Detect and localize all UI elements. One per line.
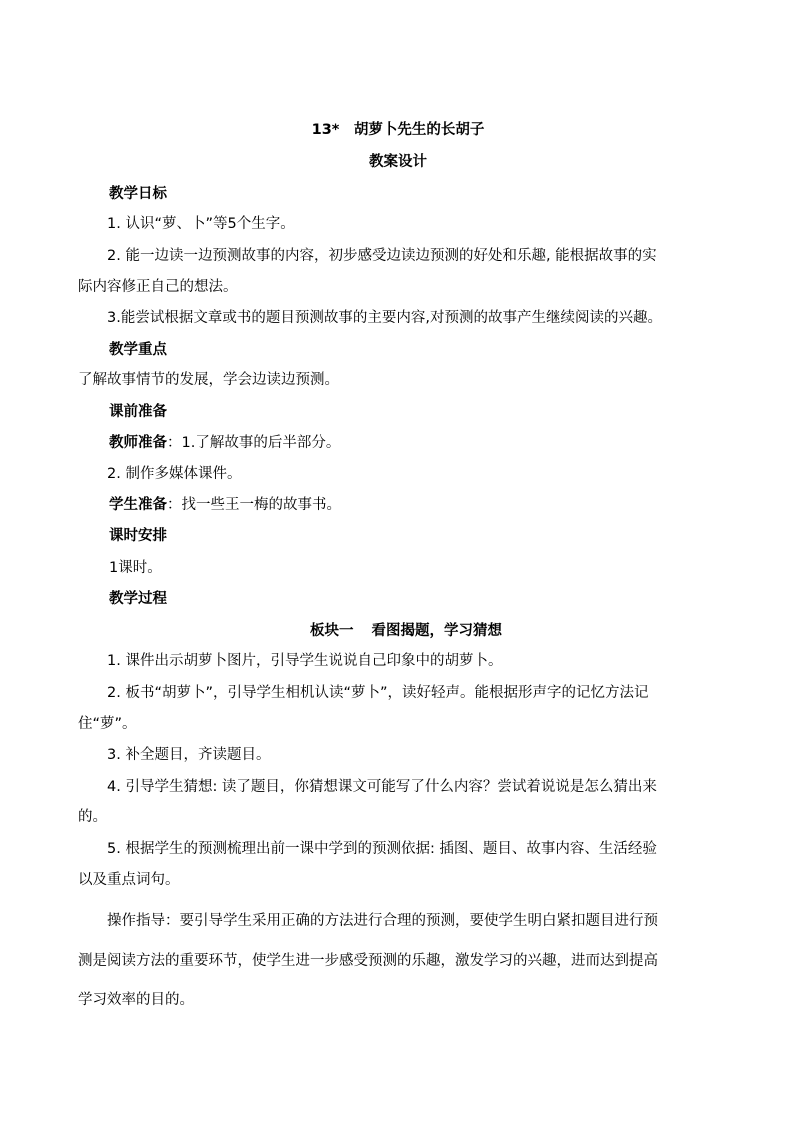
step-5-line1: 5. 根据学生的预测梳理出前一课中学到的预测依据: 插图、题目、故事内容、生活经验 (107, 841, 657, 857)
key-points-heading: 教学重点 (109, 342, 167, 358)
step-2-line1: 2. 板书“胡萝卜”，引导学生相机认读“萝卜”，读好轻声。能根据形声字的记忆方法记 (107, 685, 649, 701)
objectives-heading: 教学日标 (109, 186, 167, 202)
student-prep (78, 495, 749, 515)
lesson-title: 13* 胡萝卜先生的长胡子 (311, 122, 485, 138)
guidance-line3: 学习效率的目的。 (78, 992, 194, 1008)
key-points-text: 了解故事情节的发展，学会边读边预测。 (78, 372, 339, 388)
teacher-prep (78, 433, 749, 453)
objective-1: 1. 认识“萝、卜”等5个生字。 (107, 216, 295, 232)
step-3: 3. 补全题目，齐读题目。 (107, 747, 271, 763)
student-prep-text: ：找一些王一梅的故事书。 (167, 497, 341, 513)
lesson-subtitle: 教案设计 (369, 154, 427, 170)
preparation-heading: 课前准备 (109, 404, 167, 420)
guidance-line1: 操作指导：要引导学生采用正确的方法进行合理的预测，要使学生明白紧扣题目进行预 (107, 913, 658, 929)
objective-2-line2: 际内容修正自己的想法。 (78, 279, 238, 295)
step-2-line2: 住“萝”。 (78, 716, 137, 732)
step-4-line2: 的。 (78, 809, 107, 825)
step-4-line1: 4. 引导学生猜想: 读了题目，你猜想课文可能写了什么内容？尝试着说说是怎么猜出来 (107, 779, 657, 795)
step-5-line2: 以及重点词句。 (78, 872, 180, 888)
section-1-label: 板块一 (310, 623, 354, 639)
objective-3: 3.能尝试根据文章或书的题目预测故事的主要内容,对预测的故事产生继续阅读的兴趣。 (107, 310, 662, 326)
schedule-heading: 课时安排 (109, 528, 167, 544)
objective-2-line1: 2. 能一边读一边预测故事的内容，初步感受边读边预测的好处和乐趣, 能根据故事的实 (107, 248, 657, 264)
section-1-title: 看图揭题，学习猜想 (371, 623, 502, 639)
teacher-prep-2: 2. 制作多媒体课件。 (107, 466, 242, 482)
teacher-prep-label: 教师准备 (109, 435, 167, 451)
process-heading: 教学过程 (109, 591, 167, 607)
teacher-prep-1: ：1.了解故事的后半部分。 (167, 435, 341, 451)
guidance-line2: 测是阅读方法的重要环节，使学生进一步感受预测的乐趣，激发学习的兴趣，进而达到提高 (78, 953, 658, 969)
student-prep-label: 学生准备 (109, 497, 167, 513)
section-1-heading (310, 621, 610, 641)
step-1: 1. 课件出示胡萝卜图片，引导学生说说自己印象中的胡萝卜。 (107, 653, 503, 669)
schedule-text: 1课时。 (109, 560, 162, 576)
